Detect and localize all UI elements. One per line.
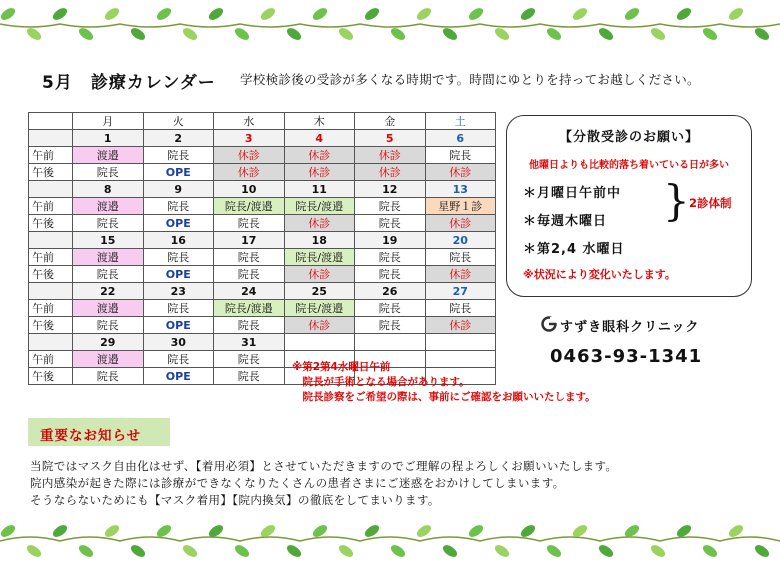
- leaf-icon: [285, 543, 303, 560]
- calendar-date-cell: 3: [214, 130, 285, 147]
- calendar-date-cell: 10: [214, 181, 285, 198]
- vine-stem: [0, 24, 780, 27]
- calendar-date-cell: 9: [143, 181, 214, 198]
- leaf-icon: [285, 26, 303, 43]
- leaf-icon: [129, 26, 147, 43]
- calendar-schedule-cell: 院長: [355, 249, 426, 266]
- calendar-schedule-cell: 院長: [355, 266, 426, 283]
- calendar-date-cell: 11: [284, 181, 355, 198]
- calendar-schedule-cell: 院長: [214, 215, 285, 232]
- leaf-icon: [649, 26, 667, 43]
- leaf-icon: [155, 6, 173, 23]
- weekday-header: 水: [214, 113, 285, 130]
- brace-symbol: }: [663, 176, 690, 225]
- calendar-schedule-cell: 院長: [355, 317, 426, 334]
- notice-line: 院内感染が起きた際には診療ができなくなりたくさんの患者さまにご迷惑をおかけしてしまいます。: [30, 476, 565, 490]
- calendar-date-cell: 13: [425, 181, 496, 198]
- calendar-date-cell: 18: [284, 232, 355, 249]
- calendar-row-label: [29, 181, 73, 198]
- weekday-header: 月: [73, 113, 144, 130]
- leaf-icon: [337, 26, 355, 43]
- leaf-icon: [77, 543, 95, 560]
- calendar-schedule-cell: 渡邉: [73, 147, 144, 164]
- weekday-header: 土: [425, 113, 496, 130]
- leaf-icon: [25, 543, 43, 560]
- calendar-date-cell: 17: [214, 232, 285, 249]
- leaf-icon: [519, 523, 537, 540]
- leaf-icon: [363, 523, 381, 540]
- leaf-icon: [701, 26, 719, 43]
- note-item: ＊毎週木曜日: [523, 214, 608, 229]
- leaf-icon: [207, 6, 225, 23]
- calendar-schedule-cell: 星野１診: [425, 198, 496, 215]
- calendar-row-label: [29, 283, 73, 300]
- calendar-date-cell: 4: [284, 130, 355, 147]
- leaf-icon: [623, 6, 641, 23]
- calendar-schedule-cell: 休診: [284, 317, 355, 334]
- calendar-date-cell: 23: [143, 283, 214, 300]
- calendar-schedule-cell: 院長: [214, 249, 285, 266]
- calendar-schedule-cell: 院長/渡邉: [284, 249, 355, 266]
- calendar-schedule-cell: 休診: [284, 164, 355, 181]
- calendar-date-cell: 5: [355, 130, 426, 147]
- calendar-date-cell: [284, 334, 355, 351]
- vine-stem: [0, 537, 780, 541]
- calendar-date-row: [29, 130, 496, 147]
- calendar-am-row: [29, 147, 496, 164]
- leaf-icon: [233, 543, 251, 560]
- calendar-schedule-cell: 院長: [143, 198, 214, 215]
- leaf-icon: [103, 523, 121, 540]
- calendar-schedule-cell: 院長: [73, 266, 144, 283]
- calendar-schedule-cell: OPE: [143, 215, 214, 232]
- leaf-icon: [181, 543, 199, 560]
- calendar-date-cell: 29: [73, 334, 144, 351]
- leaf-icon: [519, 6, 537, 23]
- calendar-schedule-cell: 休診: [284, 215, 355, 232]
- calendar-schedule-cell: 院長: [73, 317, 144, 334]
- calendar-am-row: [29, 198, 496, 215]
- leaf-icon: [441, 26, 459, 43]
- calendar-schedule-cell: 院長: [425, 147, 496, 164]
- calendar-date-cell: 6: [425, 130, 496, 147]
- leaf-vine-decoration-bottom: [0, 517, 780, 565]
- note-box-title: 【分散受診のお願い】: [558, 130, 699, 145]
- calendar-date-cell: [425, 334, 496, 351]
- important-notice-heading: 重要なお知らせ: [40, 428, 142, 444]
- calendar-schedule-cell: 院長: [73, 368, 144, 385]
- leaf-icon: [25, 26, 43, 43]
- leaf-icon: [0, 523, 17, 540]
- calendar-schedule-cell: OPE: [143, 368, 214, 385]
- leaf-icon: [389, 26, 407, 43]
- calendar-schedule-cell: 院長/渡邉: [284, 300, 355, 317]
- note-item: ＊第2,4 水曜日: [523, 242, 625, 257]
- calendar-date-cell: 24: [214, 283, 285, 300]
- page-subtitle: 学校検診後の受診が多くなる時期です。時間にゆとりを持ってお越しください。: [240, 72, 700, 87]
- calendar-date-cell: 19: [355, 232, 426, 249]
- important-notice-text: [30, 458, 617, 509]
- leaf-icon: [233, 26, 251, 43]
- leaf-icon: [545, 543, 563, 560]
- calendar-date-cell: 8: [73, 181, 144, 198]
- footnote-line: 院長が手術となる場合があります。: [292, 376, 470, 388]
- calendar-schedule-cell: 渡邉: [73, 249, 144, 266]
- calendar-schedule-cell: 院長: [73, 164, 144, 181]
- leaf-icon: [649, 543, 667, 560]
- calendar-date-row: [29, 181, 496, 198]
- calendar-session-label: 午前: [29, 198, 73, 215]
- leaf-icon: [181, 26, 199, 43]
- calendar-schedule-cell: 休診: [425, 215, 496, 232]
- calendar-row-label: [29, 334, 73, 351]
- leaf-icon: [493, 26, 511, 43]
- calendar-schedule-cell: 院長: [425, 300, 496, 317]
- two-doctor-label: 2診体制: [689, 196, 732, 210]
- calendar-header-row: [29, 113, 496, 130]
- important-notice-heading-box: [28, 418, 170, 446]
- calendar-date-row: [29, 232, 496, 249]
- weekday-header: 火: [143, 113, 214, 130]
- calendar-session-label: 午前: [29, 147, 73, 164]
- notice-line: そうならないためにも【マスク着用】【院内換気】の徹底をしてまいります。: [30, 493, 440, 507]
- calendar-session-label: 午後: [29, 266, 73, 283]
- calendar-schedule-cell: 院長: [143, 351, 214, 368]
- calendar-schedule-cell: 休診: [214, 164, 285, 181]
- page-title: 5月 診療カレンダー: [42, 73, 216, 93]
- leaf-icon: [597, 543, 615, 560]
- calendar-date-cell: 27: [425, 283, 496, 300]
- calendar-date-cell: 1: [73, 130, 144, 147]
- leaf-icon: [571, 6, 589, 23]
- calendar-schedule-cell: 院長: [425, 249, 496, 266]
- calendar-table: [28, 112, 496, 385]
- weekday-header: 金: [355, 113, 426, 130]
- note-box-subtitle: 他曜日よりも比較的落ち着いている日が多い: [529, 160, 729, 171]
- calendar-schedule-cell: 院長: [143, 300, 214, 317]
- leaf-icon: [415, 6, 433, 23]
- calendar-date-row: [29, 334, 496, 351]
- weekday-header: 木: [284, 113, 355, 130]
- notice-line: 当院ではマスク自由化はせず、【着用必須】とさせていただきますのでご理解の程よろしくお願いいたします。: [30, 459, 618, 473]
- calendar-session-label: 午前: [29, 249, 73, 266]
- calendar-date-cell: [355, 334, 426, 351]
- calendar-schedule-cell: 院長: [143, 249, 214, 266]
- calendar-pm-row: [29, 266, 496, 283]
- calendar-session-label: 午後: [29, 368, 73, 385]
- calendar-schedule-cell: 院長: [214, 317, 285, 334]
- calendar-schedule-cell: 院長: [214, 266, 285, 283]
- leaf-icon: [311, 6, 329, 23]
- calendar-date-cell: 26: [355, 283, 426, 300]
- leaf-icon: [467, 523, 485, 540]
- calendar-am-row: [29, 249, 496, 266]
- calendar-session-label: 午前: [29, 300, 73, 317]
- calendar-session-label: 午後: [29, 317, 73, 334]
- leaf-icon: [129, 543, 147, 560]
- calendar-date-cell: 2: [143, 130, 214, 147]
- calendar-session-label: 午後: [29, 164, 73, 181]
- leaf-icon: [415, 523, 433, 540]
- calendar-schedule-cell: 渡邉: [73, 300, 144, 317]
- calendar-schedule-cell: 休診: [214, 147, 285, 164]
- leaf-icon: [545, 26, 563, 43]
- calendar-date-cell: 20: [425, 232, 496, 249]
- calendar-schedule-cell: 院長: [355, 215, 426, 232]
- leaf-icon: [77, 26, 95, 43]
- leaf-icon: [259, 6, 277, 23]
- clinic-phone: 0463-93-1341: [550, 346, 703, 367]
- leaf-icon: [597, 26, 615, 43]
- calendar-schedule-cell: 休診: [425, 266, 496, 283]
- leaf-icon: [51, 6, 69, 23]
- calendar-schedule-cell: 渡邉: [73, 351, 144, 368]
- calendar-schedule-cell: 休診: [425, 317, 496, 334]
- calendar-pm-row: [29, 317, 496, 334]
- calendar-schedule-cell: 院長: [214, 368, 285, 385]
- calendar-schedule-cell: 院長/渡邉: [214, 198, 285, 215]
- calendar-date-cell: 12: [355, 181, 426, 198]
- calendar-schedule-cell: 休診: [284, 266, 355, 283]
- calendar-schedule-cell: 院長/渡邉: [284, 198, 355, 215]
- note-box-warning: ※状況により変化いたします。: [523, 268, 676, 281]
- calendar-date-cell: 25: [284, 283, 355, 300]
- leaf-icon: [675, 6, 693, 23]
- leaf-icon: [753, 543, 771, 560]
- calendar-schedule-cell: 休診: [425, 164, 496, 181]
- calendar-date-cell: 16: [143, 232, 214, 249]
- calendar-schedule-cell: 院長: [355, 300, 426, 317]
- calendar-schedule-cell: 休診: [355, 147, 426, 164]
- calendar-date-cell: 31: [214, 334, 285, 351]
- calendar-am-row: [29, 300, 496, 317]
- calendar-row-label: [29, 232, 73, 249]
- leaf-icon: [389, 543, 407, 560]
- calendar-session-label: 午前: [29, 351, 73, 368]
- leaf-icon: [753, 26, 771, 43]
- calendar-schedule-cell: 院長: [73, 215, 144, 232]
- calendar-session-label: 午後: [29, 215, 73, 232]
- leaf-icon: [363, 6, 381, 23]
- footnote-line: 院長診察をご希望の際は、事前にご確認をお願いいたします。: [292, 391, 596, 403]
- calendar-schedule-cell: 休診: [284, 147, 355, 164]
- calendar-date-cell: 30: [143, 334, 214, 351]
- leaf-icon: [493, 543, 511, 560]
- calendar-footnote: [292, 360, 596, 405]
- calendar-corner-cell: [29, 113, 73, 130]
- leaf-icon: [51, 523, 69, 540]
- leaf-icon: [441, 543, 459, 560]
- calendar-pm-row: [29, 215, 496, 232]
- calendar-schedule-cell: OPE: [143, 164, 214, 181]
- calendar-schedule-cell: 休診: [355, 164, 426, 181]
- leaf-icon: [103, 6, 121, 23]
- calendar-schedule-cell: OPE: [143, 317, 214, 334]
- calendar-date-cell: 15: [73, 232, 144, 249]
- calendar-schedule-cell: 渡邉: [73, 198, 144, 215]
- leaf-vine-decoration-top: [0, 0, 780, 48]
- leaf-icon: [701, 543, 719, 560]
- calendar-row-label: [29, 130, 73, 147]
- calendar-schedule-cell: 院長: [355, 198, 426, 215]
- calendar-date-row: [29, 283, 496, 300]
- footnote-line: ※第2第4水曜日午前: [292, 361, 391, 373]
- calendar-date-cell: 22: [73, 283, 144, 300]
- calendar-schedule-cell: 院長: [214, 351, 285, 368]
- distributed-visit-note-box: [506, 115, 752, 297]
- clinic-logo-icon: [540, 315, 558, 333]
- note-item: ＊月曜日午前中: [523, 186, 622, 201]
- clinic-name: すずき眼科クリニック: [560, 320, 700, 335]
- leaf-icon: [337, 543, 355, 560]
- leaf-icon: [0, 6, 17, 23]
- leaf-icon: [727, 6, 745, 23]
- calendar-pm-row: [29, 164, 496, 181]
- calendar-schedule-cell: 院長/渡邉: [214, 300, 285, 317]
- calendar-schedule-cell: OPE: [143, 266, 214, 283]
- calendar-schedule-cell: 院長: [143, 147, 214, 164]
- leaf-icon: [467, 6, 485, 23]
